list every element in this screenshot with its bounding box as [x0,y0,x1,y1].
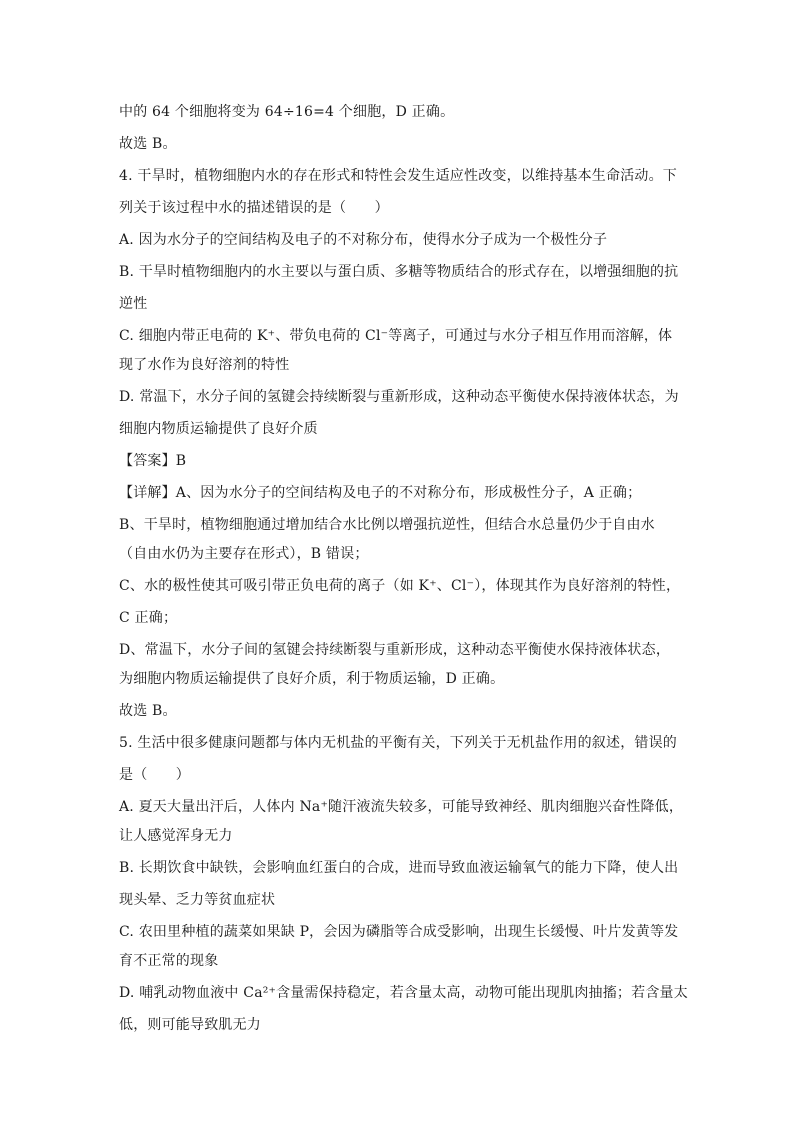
question-4-stem-line: 列关于该过程中水的描述错误的是（ ） [119,200,389,216]
option-d-line: D. 常温下，水分子间的氢键会持续断裂与重新形成，这种动态平衡使水保持液体状态，为 [119,389,679,405]
explanation-line: 【详解】A、因为水分子的空间结构及电子的不对称分布，形成极性分子，A 正确； [119,485,642,501]
explanation-line: 为细胞内物质运输提供了良好介质，利于物质运输，D 正确。 [119,671,505,687]
explanation-line: D、常温下，水分子间的氢键会持续断裂与重新形成，这种动态平衡使水保持液体状态， [119,642,671,658]
option-b-line: 现头晕、乏力等贫血症状 [119,892,276,908]
option-c-line: C. 农田里种植的蔬菜如果缺 P，会因为磷脂等合成受影响，出现生长缓慢、叶片发黄等发 [119,924,679,940]
answer-line: 【答案】B [119,453,187,469]
option-c-line: 现了水作为良好溶剂的特性 [119,357,290,373]
text-line: 故选 B。 [119,136,177,152]
explanation-line: （自由水仍为主要存在形式），B 错误； [119,546,369,562]
option-a-line: A. 夏天大量出汗后，人体内 Na⁺随汗液流失较多，可能导致神经、肌肉细胞兴奋性降低， [119,799,684,815]
option-d-line: D. 哺乳动物血液中 Ca²⁺含量需保持稳定，若含量太高，动物可能出现肌肉抽搐；若含量太 [119,985,688,1001]
option-b-line: B. 长期饮食中缺铁，会影响血红蛋白的合成，进而导致血液运输氧气的能力下降，使人出 [119,860,679,876]
explanation-line: B、干旱时，植物细胞通过增加结合水比例以增强抗逆性，但结合水总量仍少于自由水 [119,517,655,533]
question-5-stem-line: 是（ ） [119,767,190,783]
text-line: 故选 B。 [119,703,177,719]
option-a-line: A. 因为水分子的空间结构及电子的不对称分布，使得水分子成为一个极性分子 [119,232,608,248]
option-b-line: B. 干旱时植物细胞内的水主要以与蛋白质、多糖等物质结合的形式存在，以增强细胞的抗 [119,264,679,280]
option-c-line: 育不正常的现象 [119,953,219,969]
option-d-line: 细胞内物质运输提供了良好介质 [119,421,318,437]
option-d-line: 低，则可能导致肌无力 [119,1017,261,1033]
text-line: 中的 64 个细胞将变为 64÷16=4 个细胞，D 正确。 [119,104,455,120]
option-a-line: 让人感觉浑身无力 [119,828,233,844]
question-4-stem-line: 4. 干旱时，植物细胞内水的存在形式和特性会发生适应性改变，以维持基本生命活动。下 [119,168,678,184]
option-c-line: C. 细胞内带正电荷的 K⁺、带负电荷的 Cl⁻等离子，可通过与水分子相互作用而溶解，体 [119,328,673,344]
question-5-stem-line: 5. 生活中很多健康问题都与体内无机盐的平衡有关，下列关于无机盐作用的叙述，错误的 [119,735,678,751]
explanation-line: C 正确； [119,610,178,626]
option-b-line: 逆性 [119,296,148,312]
explanation-line: C、水的极性使其可吸引带正负电荷的离子（如 K⁺、Cl⁻），体现其作为良好溶剂的特性， [119,578,681,594]
